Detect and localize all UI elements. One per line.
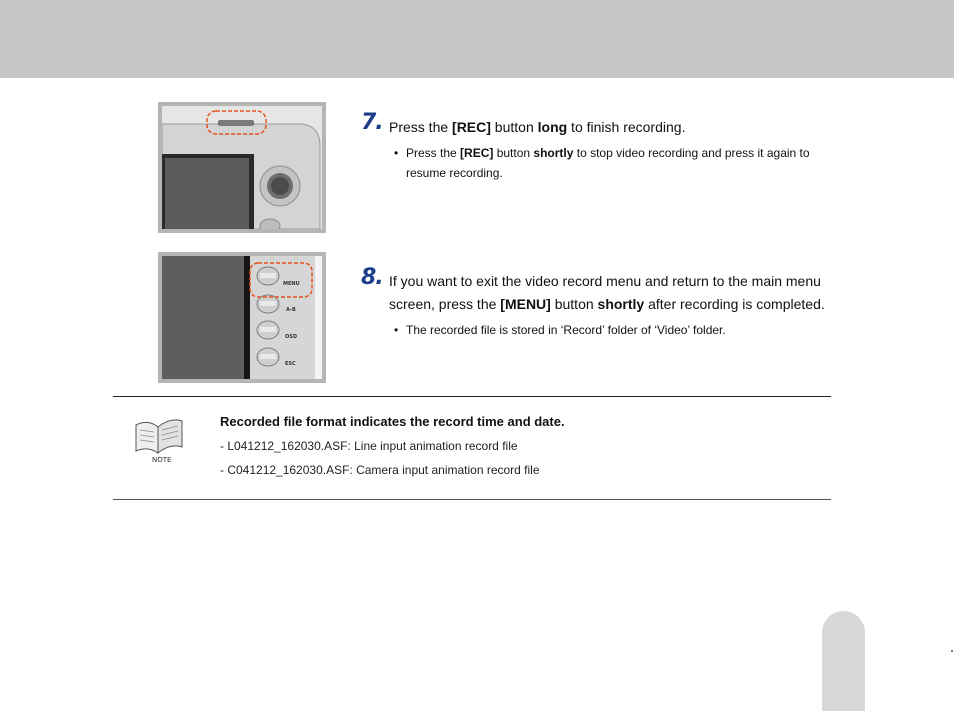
- header-band: [0, 0, 954, 78]
- osd-label: OSD: [285, 334, 298, 340]
- step-8-number: 8.: [361, 265, 383, 290]
- esc-label: ESC: [285, 361, 296, 367]
- step-8-bullet: • The recorded file is stored in ‘Record’ folder of ‘Video’ folder.: [394, 323, 726, 337]
- note-top-rule: [113, 396, 831, 397]
- step-7-bullet: • Press the [REC] button shortly to stop video recording and press it again to: [394, 146, 810, 160]
- page-tab: [822, 611, 865, 711]
- note-bottom-rule: [113, 499, 831, 500]
- step-8-text-line2: screen, press the [MENU] button shortly after recording is completed.: [389, 296, 825, 312]
- note-line-2: - C041212_162030.ASF: Camera input animation record file: [220, 463, 540, 477]
- device-top-rec-photo: [158, 102, 326, 233]
- menu-label: MENU: [283, 281, 300, 287]
- step-8-text-line1: If you want to exit the video record menu and return to the main menu: [389, 273, 821, 289]
- step-7-text: Press the [REC] button long to finish recording.: [389, 119, 686, 135]
- note-line-1: - L041212_162030.ASF: Line input animation record file: [220, 439, 518, 453]
- step-7-bullet-cont: resume recording.: [406, 166, 503, 180]
- note-icon-label: NOTE: [152, 456, 172, 464]
- ab-label: A-B: [286, 307, 296, 313]
- device-side-menu-photo: [158, 252, 326, 383]
- note-title: Recorded file format indicates the record time and date.: [220, 414, 565, 429]
- step-7-number: 7.: [361, 110, 383, 135]
- edge-mark: [951, 650, 953, 652]
- note-book-icon: [130, 413, 188, 465]
